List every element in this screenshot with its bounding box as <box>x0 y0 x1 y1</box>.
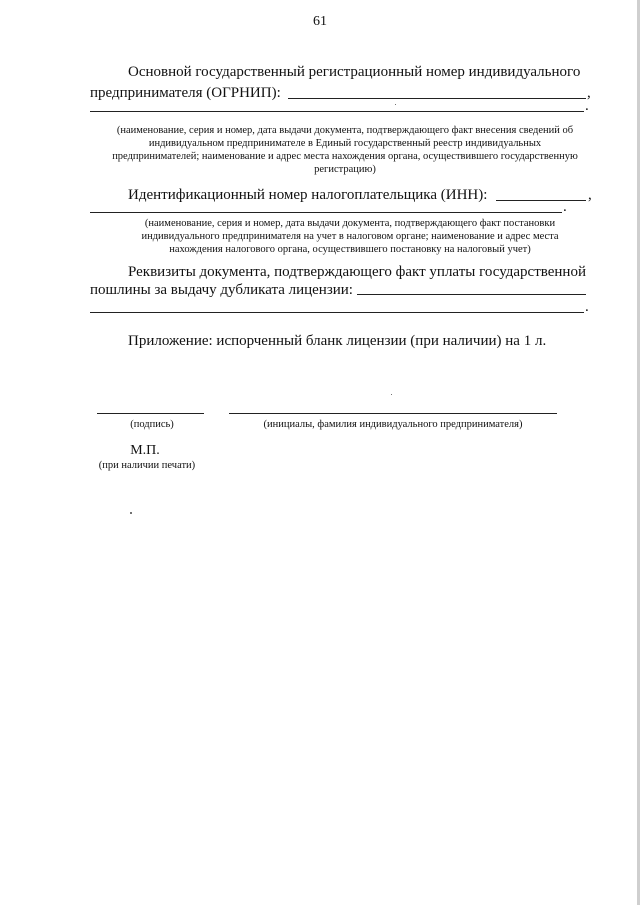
ogrnip-field-line[interactable] <box>288 98 586 99</box>
ogrnip-caption: (наименование, серия и номер, дата выдачи документа, подтверждающего факт внесения сведений об индивидуальном предпринимателе в Единый государственный реестр индивидуальных предпринимателей; наименование и адрес места нахождения органа, осуществившего государственную регистрацию) <box>112 125 578 175</box>
name-caption: (инициалы, фамилия индивидуального предпринимателя) <box>263 419 523 430</box>
signature-line[interactable] <box>97 413 204 414</box>
stamp-caption: (при наличии печати) <box>98 460 196 471</box>
fee-line1: Реквизиты документа, подтверждающего факт уплаты государственной <box>128 264 586 280</box>
inn-label: Идентификационный номер налогоплательщика (ИНН): <box>128 187 488 203</box>
inn-comma: , <box>588 187 592 203</box>
stamp-label: М.П. <box>130 443 160 458</box>
signature-caption: (подпись) <box>130 419 174 430</box>
attachment-text: Приложение: испорченный бланк лицензии (при наличии) на 1 л. <box>128 333 547 349</box>
scan-speck <box>391 394 392 395</box>
name-line[interactable] <box>229 413 557 414</box>
ogrnip-comma: , <box>587 85 591 101</box>
inn-continuation-line[interactable] <box>90 212 562 213</box>
fee-period: . <box>585 299 589 315</box>
inn-caption: (наименование, серия и номер, дата выдачи документа, подтверждающего факт постановки индивидуального предпринимателя на учет в налоговом органе; наименование и адрес места нахождения налогового органа, осуществившего постановку на налоговый учет) <box>141 218 559 255</box>
ogrnip-period: . <box>585 98 589 114</box>
inn-period: . <box>563 199 567 215</box>
inn-field-line[interactable] <box>496 200 586 201</box>
fee-continuation-line[interactable] <box>90 312 584 313</box>
ogrnip-continuation-line[interactable] <box>90 111 584 112</box>
scan-speck <box>395 104 396 105</box>
fee-field-line[interactable] <box>357 294 586 295</box>
scan-speck <box>130 512 132 514</box>
ogrnip-label: предпринимателя (ОГРНИП): <box>90 85 281 101</box>
ogrnip-line1: Основной государственный регистрационный номер индивидуального <box>128 64 581 80</box>
page-number: 61 <box>313 14 327 29</box>
fee-label: пошлины за выдачу дубликата лицензии: <box>90 282 353 298</box>
